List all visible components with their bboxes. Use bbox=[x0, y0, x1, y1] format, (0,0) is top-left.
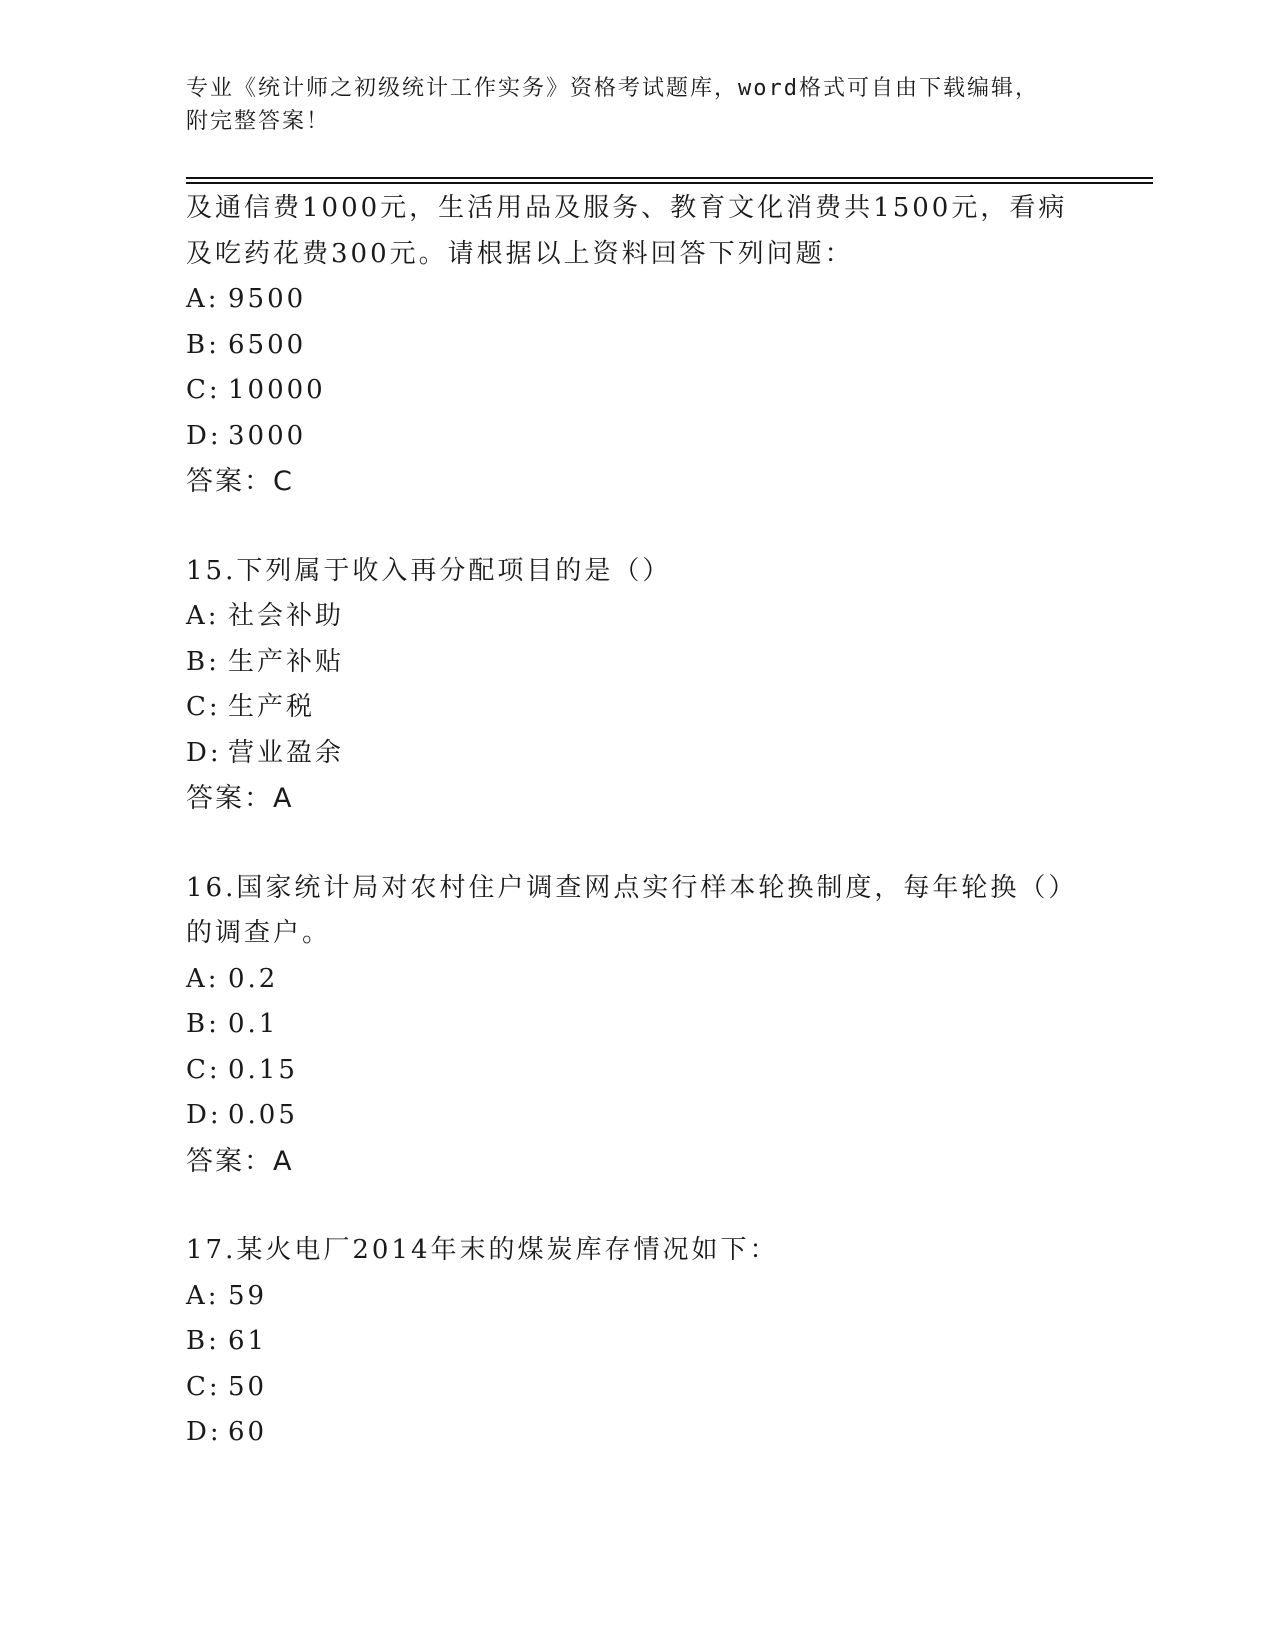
option-d bbox=[186, 1093, 1106, 1139]
option-c bbox=[186, 368, 1106, 414]
question-15 bbox=[186, 549, 1106, 822]
header-divider-bottom bbox=[186, 182, 1153, 184]
option-letter: A: bbox=[186, 284, 220, 314]
option-b bbox=[186, 1002, 1106, 1048]
option-text: 0.1 bbox=[228, 1009, 279, 1039]
option-text: 生产税 bbox=[228, 692, 316, 722]
option-text: 0.15 bbox=[228, 1054, 298, 1085]
question-stem-line: 及通信费1000元，生活用品及服务、教育文化消费共1500元，看病 bbox=[186, 193, 1068, 223]
option-letter: A: bbox=[186, 963, 220, 994]
answer-line: 答案：A bbox=[186, 1145, 294, 1177]
option-text: 3000 bbox=[228, 420, 307, 451]
question-17 bbox=[186, 1228, 1106, 1456]
option-letter: D: bbox=[186, 1100, 222, 1130]
option-text: 6500 bbox=[228, 329, 307, 360]
question-stem-line: 16.国家统计局对农村住户调查网点实行样本轮换制度，每年轮换（） bbox=[186, 872, 1078, 903]
option-letter: A: bbox=[186, 1280, 220, 1311]
option-letter: C: bbox=[186, 1371, 221, 1402]
option-text: 生产补贴 bbox=[228, 646, 345, 677]
option-d bbox=[186, 1410, 1106, 1456]
option-d bbox=[186, 414, 1106, 460]
header-divider-top bbox=[186, 177, 1153, 179]
question-16 bbox=[186, 866, 1106, 1185]
option-d bbox=[186, 731, 1106, 777]
option-letter: B: bbox=[186, 1326, 220, 1356]
option-letter: B: bbox=[186, 646, 220, 677]
answer-line: 答案：C bbox=[186, 466, 294, 497]
document-header bbox=[186, 72, 1066, 138]
header-line-2: 附完整答案！ bbox=[186, 109, 331, 134]
option-letter: B: bbox=[186, 329, 220, 360]
option-text: 0.2 bbox=[228, 963, 279, 994]
question-stem-line: 及吃药花费300元。请根据以上资料回答下列问题： bbox=[186, 238, 854, 269]
question-14 bbox=[186, 186, 1106, 505]
option-letter: C: bbox=[186, 375, 221, 405]
option-letter: D: bbox=[186, 1417, 222, 1447]
option-letter: A: bbox=[186, 601, 220, 631]
option-b bbox=[186, 323, 1106, 369]
option-text: 10000 bbox=[228, 375, 326, 405]
option-c bbox=[186, 685, 1106, 731]
option-text: 0.05 bbox=[228, 1100, 298, 1130]
option-a bbox=[186, 277, 1106, 323]
option-b bbox=[186, 640, 1106, 686]
option-a bbox=[186, 594, 1106, 640]
option-b bbox=[186, 1319, 1106, 1365]
option-letter: D: bbox=[186, 420, 222, 451]
answer-line: 答案：A bbox=[186, 783, 294, 814]
question-stem-line: 15.下列属于收入再分配项目的是（） bbox=[186, 555, 672, 586]
option-letter: C: bbox=[186, 1054, 221, 1085]
option-text: 营业盈余 bbox=[228, 737, 345, 768]
question-stem-line: 的调查户。 bbox=[186, 918, 332, 948]
option-a bbox=[186, 957, 1106, 1003]
option-text: 61 bbox=[228, 1326, 268, 1356]
option-text: 59 bbox=[228, 1280, 268, 1311]
option-text: 社会补助 bbox=[228, 601, 345, 631]
option-c bbox=[186, 1048, 1106, 1094]
option-a bbox=[186, 1274, 1106, 1320]
option-letter: C: bbox=[186, 692, 221, 722]
question-stem-line: 17.某火电厂2014年末的煤炭库存情况如下： bbox=[186, 1235, 779, 1265]
option-text: 50 bbox=[228, 1371, 268, 1402]
option-c bbox=[186, 1365, 1106, 1411]
option-letter: D: bbox=[186, 737, 222, 768]
option-letter: B: bbox=[186, 1009, 220, 1039]
header-line-1: 专业《统计师之初级统计工作实务》资格考试题库，word格式可自由下载编辑， bbox=[186, 76, 1039, 101]
option-text: 9500 bbox=[228, 284, 307, 314]
question-content bbox=[186, 186, 1106, 1456]
option-text: 60 bbox=[228, 1417, 268, 1447]
